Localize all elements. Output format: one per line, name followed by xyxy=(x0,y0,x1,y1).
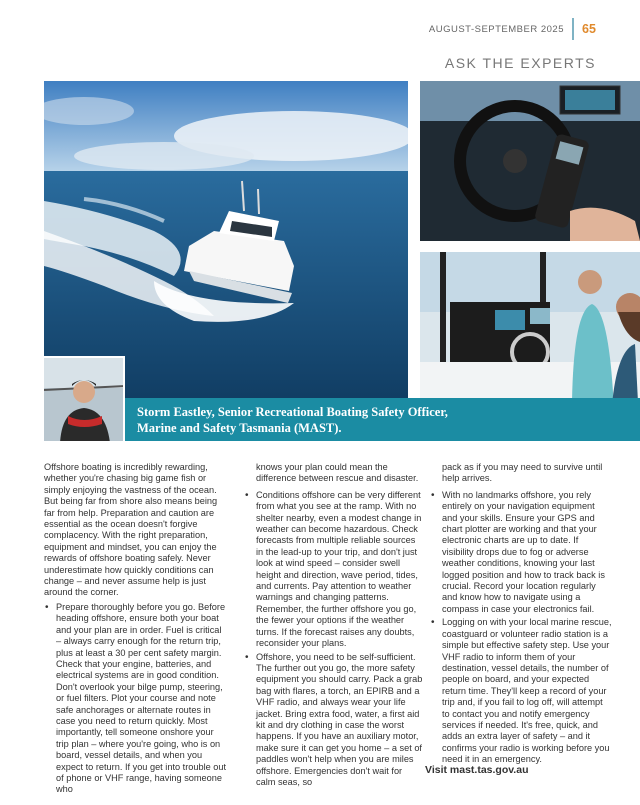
tip-prepare-continued: knows your plan could mean the difference between rescue and disaster. xyxy=(256,462,419,484)
radio-helm-photo xyxy=(420,81,640,241)
header-divider xyxy=(572,18,574,40)
tip-navigation: • With no landmarks offshore, you rely entirely on your navigation equipment and your skills. Ensure your GPS and chart plotter are working and that your electronic charts are up to date. If visibility drops due to fog or adverse weather conditions, knowing your last logged position and how to track back is crucial. Record your location regularly and know how to navigate using a compass in case your electronics fail. xyxy=(430,490,612,615)
website-link[interactable]: Visit mast.tas.gov.au xyxy=(425,764,529,776)
tip-self-sufficient-continued: pack as if you may need to survive until help arrives. xyxy=(442,462,603,484)
section-title: ASK THE EXPERTS xyxy=(444,55,596,71)
portrait-photo xyxy=(44,356,125,441)
caption-line-1: Storm Eastley, Senior Recreational Boating Safety Officer, xyxy=(137,405,448,419)
article-column-3 xyxy=(430,462,612,768)
tip-conditions: • Conditions offshore can be very different from what you see at the ramp. With no shelter nearby, even a modest change in weather can become hazardous. Check forecasts from multiple reliable sources in the lead-up to your trip, and don't just look at wind speed – consider swell height and direction, wave period, tides, and currents. Pay attention to weather warnings and changing patterns. Remember, the further offshore you go, the fewer your options if the weather turns. If the forecast raises any doubts, reconsider your plans. xyxy=(244,490,423,650)
article-column-2 xyxy=(244,462,423,790)
page-number: 65 xyxy=(582,22,596,36)
intro-paragraph: Offshore boating is incredibly rewarding, whether you're chasing big game fish or simply enjoying the vastness of the ocean. But being far from shore also means being far from help. Preparation and caution are essential as the ocean doesn't forgive complacency. With the right preparation, equipment and mindset, you can enjoy the rewards of offshore boating safely. Never underestimate how quickly conditions can change – and never assume help is just around the corner. xyxy=(44,462,218,598)
issue-date: AUGUST-SEPTEMBER 2025 xyxy=(428,24,564,35)
tip-self-sufficient: • Offshore, you need to be self-sufficient. The further out you go, the more safety equipment you should carry. Pack a grab bag with flares, a torch, an EPIRB and a VHF radio, and always wear your life jacket. Bring extra food, water, a first aid kit and dry clothing in case the worst happens. If you have an auxiliary motor, make sure it can get you home – a set of paddles won't help when you are miles offshore. Emergencies don't wait for calm seas, so xyxy=(244,652,423,789)
photo-caption xyxy=(125,398,640,441)
caption-line-2: Marine and Safety Tasmania (MAST). xyxy=(137,421,342,435)
article-column-1 xyxy=(44,462,227,798)
tip-prepare: • Prepare thoroughly before you go. Before heading offshore, ensure both your boat and your plan are in order. Fuel is critical – always carry enough for the return trip, plus at least a 30 per cent safety margin. Check that your engine, batteries, and electrical systems are in good condition. Don't overlook your bilge pump, steering, or fuel filters. Plot your course and note safe anchorages or alternate routes in case you need to return quickly. Most importantly, tell someone onshore your trip plan – where you're going, who is on board, vessel details, and when you expect to return. If you get into trouble out of phone or VHF range, having someone who xyxy=(44,602,227,796)
tip-log-on: • Logging on with your local marine rescue, coastguard or volunteer radio station is a simple but effective safety step. Use your VHF radio to inform them of your destination, vessel details, the number of people on board, and your expected return time. They'll keep a record of your trip and, if you fail to log off, will attempt to contact you and notify emergency services if needed. It's free, quick, and adds an extra layer of safety – and it confirms your radio is working before you need it in an emergency. xyxy=(430,617,612,765)
